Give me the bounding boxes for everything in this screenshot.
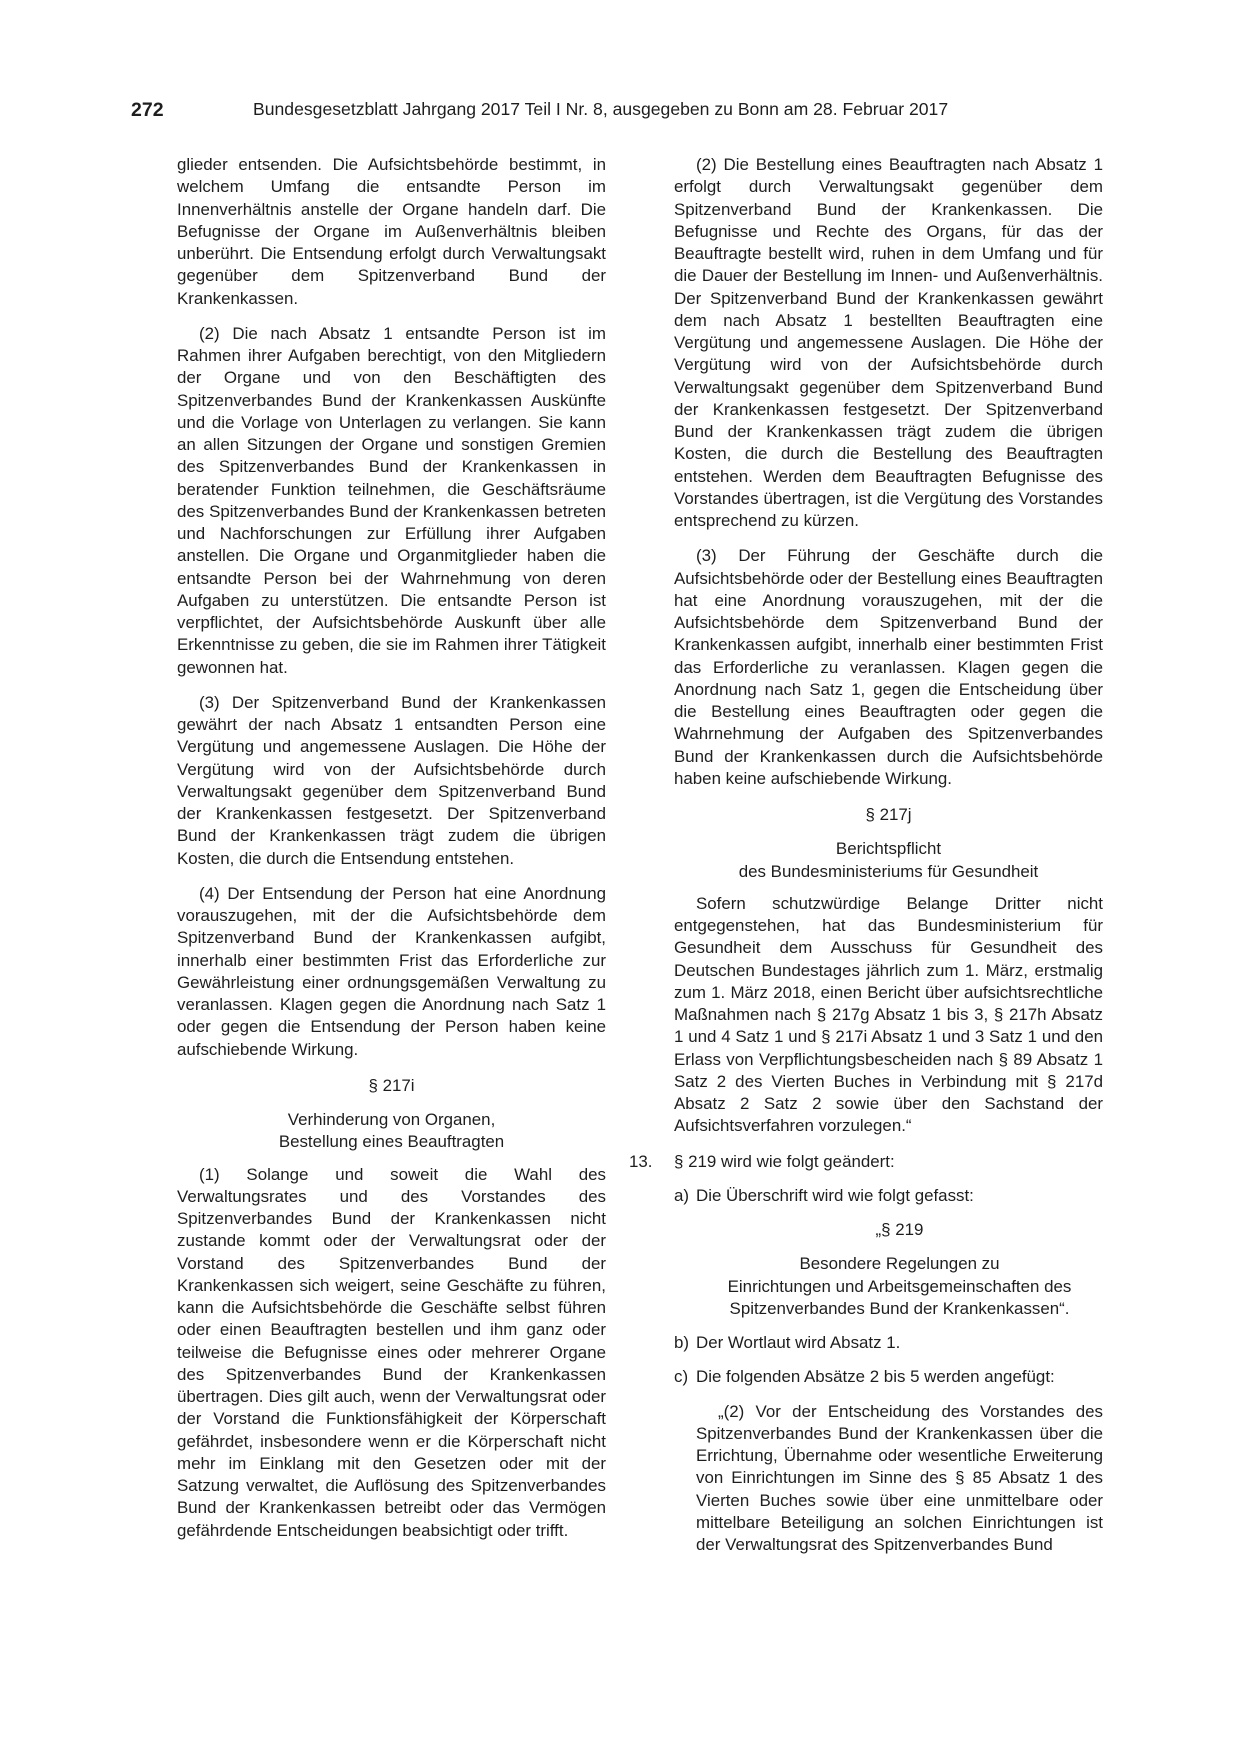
paragraph-217i-3: (3) Der Führung der Geschäfte durch die Aufsichtsbehörde oder der Bestellung eines Beauftragten hat eine Anordnung vorauszugehen, mit der die Aufsichtsbehörde dem Spitzenverband Bund der Krankenkassen aufgibt, innerhalb einer bestimmten Frist das Erforderliche zu veranlassen. Klagen gegen die Anordnung nach Satz 1, gegen die Entscheidung über die Bestellung eines Beauftragten oder gegen die Wahrnehmung der Aufgaben des Spitzenverbandes Bund der Krankenkassen durch die Aufsichtsbehörde haben keine aufschiebende Wirkung.: [674, 546, 1103, 788]
sub-item-b: [674, 1332, 1103, 1354]
quoted-heading-line: Einrichtungen und Arbeitsgemeinschaften des: [727, 1276, 1072, 1296]
paragraph-217h-4: (4) Der Entsendung der Person hat eine Anordnung vorauszugehen, mit der die Aufsichtsbehörde dem Spitzenverband Bund der Krankenkassen aufgibt, innerhalb einer bestimmten Frist das Erforderliche zur Gewährleistung einer ordnungsgemäßen Verwaltung zu veranlassen. Klagen gegen die Anordnung nach Satz 1 oder gegen die Entsendung der Person haben keine aufschiebende Wirkung.: [177, 883, 606, 1059]
quoted-paragraph-block: [674, 1401, 1103, 1557]
paragraph-217h-3: (3) Der Spitzenverband Bund der Krankenkassen gewährt der nach Absatz 1 entsandten Person eine Vergütung und angemessene Auslagen. Die Höhe der Vergütung wird von der Aufsichtsbehörde durch Verwaltungsakt gegenüber dem Spitzenverband Bund der Krankenkassen festgesetzt. Der Spitzenverband Bund der Krankenkassen trägt zudem die übrigen Kosten, die durch die Entsendung entstehen.: [177, 692, 606, 868]
item-text: § 219 wird wie folgt geändert:: [674, 1151, 895, 1171]
sub-item-label: b): [674, 1333, 690, 1352]
sub-item-c: [674, 1366, 1103, 1388]
section-heading-line: Berichtspflicht: [835, 839, 942, 859]
quoted-heading-line: Spitzenverbandes Bund der Krankenkassen“.: [729, 1298, 1070, 1318]
section-heading-217j: [674, 838, 1103, 883]
paragraph-217h-2: (2) Die nach Absatz 1 entsandte Person ist im Rahmen ihrer Aufgaben berechtigt, von den Mitgliedern der Organe und von den Beschäftigten des Spitzenverbandes Bund der Krankenkassen Auskünfte und die Vorlage von Unterlagen zu verlangen. Sie kann an allen Sitzungen der Organe und sonstigen Gremien des Spitzenverbandes Bund der Krankenkassen in beratender Funktion teilnehmen, die Geschäftsräume des Spitzenverbandes Bund der Krankenkassen betreten und Nachforschungen zur Erfüllung ihrer Aufgaben anstellen. Die Organe und Organmitglieder haben die entsandte Person bei der Wahrnehmung von deren Aufgaben zu unterstützen. Die entsandte Person ist verpflichtet, der Aufsichtsbehörde Auskunft über alle Erkenntnisse zu geben, die sie im Rahmen ihrer Tätigkeit gewonnen hat.: [177, 323, 606, 677]
paragraph-217j: Sofern schutzwürdige Belange Dritter nicht entgegenstehen, hat das Bundesministerium für Gesundheit dem Ausschuss für Gesundheit des Deutschen Bundestages jährlich zum 1. März, erstmalig zum 1. März 2018, einen Bericht über aufsichtsrechtliche Maßnahmen nach § 217g Absatz 1 bis 3, § 217h Absatz 1 und 4 Satz 1 und § 217i Absatz 1 und 3 Satz 1 und den Erlass von Verpflichtungsbescheiden nach § 89 Absatz 1 Satz 2 des Vierten Buches in Verbindung mit § 217d Absatz 2 Satz 2 sowie über den Sachstand der Aufsichtsverfahren vorzulegen.“: [674, 893, 1103, 1136]
section-heading-line: Verhinderung von Organen,: [287, 1110, 496, 1129]
sub-item-text: Die folgenden Absätze 2 bis 5 werden angefügt:: [696, 1367, 1055, 1387]
sub-item-label: c): [674, 1367, 689, 1387]
section-heading-line: Bestellung eines Beauftragten: [278, 1132, 505, 1152]
left-column: [177, 154, 606, 1555]
section-number-217i: § 217i: [368, 1075, 415, 1095]
paragraph-217i-2: (2) Die Bestellung eines Beauftragten nach Absatz 1 erfolgt durch Verwaltungsakt gegenüber dem Spitzenverband Bund der Krankenkassen. Die Befugnisse und Rechte des Organs, für das der Beauftragte bestellt wird, ruhen in dem Umfang und für die Dauer der Bestellung im Innen- und Außenverhältnis. Der Spitzenverband Bund der Krankenkassen gewährt dem nach Absatz 1 bestellten Beauftragten eine Vergütung und angemessene Auslagen. Die Höhe der Vergütung wird von der Aufsichtsbehörde durch Verwaltungsakt gegenüber dem Spitzenverband Bund der Krankenkassen festgesetzt. Der Spitzenverband Bund der Krankenkassen trägt zudem die übrigen Kosten, die durch die Bestellung des Beauftragten entstehen. Werden dem Beauftragten Befugnisse des Vorstandes übertragen, ist die Vergütung des Vorstandes entsprechend zu kürzen.: [674, 155, 1103, 530]
sub-item-label: a): [674, 1185, 690, 1205]
sub-item-text: Der Wortlaut wird Absatz 1.: [696, 1333, 901, 1352]
paragraph-continued: glieder entsenden. Die Aufsichtsbehörde bestimmt, in welchem Umfang die entsandte Person im Innenverhältnis anstelle der Organe handeln darf. Die Befugnisse der Organe im Außenverhältnis bleiben unberührt. Die Entsendung erfolgt durch Verwaltungsakt gegenüber dem Spitzenverband Bund der Krankenkassen.: [177, 155, 606, 308]
page-number: 272: [131, 99, 164, 121]
item-number: 13.: [629, 1151, 653, 1171]
quoted-heading-219: [674, 1219, 1103, 1320]
page-header: [131, 99, 1109, 129]
quoted-paragraph-219-2: „(2) Vor der Entscheidung des Vorstandes des Spitzenverbandes Bund der Krankenkassen über die Errichtung, Übernahme oder wesentliche Erweiterung von Einrichtungen im Sinne des § 85 Absatz 1 des Vierten Buches sowie über eine unmittelbare oder mittelbare Beteiligung an solchen Einrichtungen ist der Verwaltungsrat des Spitzenverbandes Bund: [696, 1401, 1103, 1554]
quoted-heading-line: Besondere Regelungen zu: [799, 1254, 1000, 1274]
header-title: Bundesgesetzblatt Jahrgang 2017 Teil I Nr. 8, ausgegeben zu Bonn am 28. Februar 2017: [253, 99, 949, 119]
section-heading-217i: [177, 1109, 606, 1154]
sub-item-a: [674, 1185, 1103, 1207]
section-heading-line: des Bundesministeriums für Gesundheit: [738, 861, 1039, 881]
right-column: [629, 154, 1103, 1569]
quoted-section-number: „§ 219: [875, 1220, 924, 1239]
sub-item-text: Die Überschrift wird wie folgt gefasst:: [696, 1185, 974, 1205]
section-number-217j: § 217j: [865, 805, 912, 824]
paragraph-217i-1: (1) Solange und soweit die Wahl des Verwaltungsrates und des Vorstandes des Spitzenverbandes Bund der Krankenkassen nicht zustande kommt oder der Verwaltungsrat oder der Vorstand des Spitzenverbandes Bund der Krankenkassen sich weigert, seine Geschäfte zu führen, kann die Aufsichtsbehörde die Geschäfte selbst führen oder einen Beauftragten bestellen und ihm ganz oder teilweise die Befugnisse eines oder mehrerer Organe des Spitzenverbandes Bund der Krankenkassen übertragen. Dies gilt auch, wenn der Verwaltungsrat oder der Vorstand die Funktionsfähigkeit der Körperschaft gefährdet, insbesondere wenn er die Körperschaft nicht mehr im Einklang mit den Gesetzen oder mit der Satzung verwaltet, die Auflösung des Spitzenverbandes Bund der Krankenkassen betreibt oder das Vermögen gefährdende Entscheidungen beabsichtigt oder trifft.: [177, 1164, 606, 1540]
amendment-item-13: [629, 1151, 1103, 1173]
